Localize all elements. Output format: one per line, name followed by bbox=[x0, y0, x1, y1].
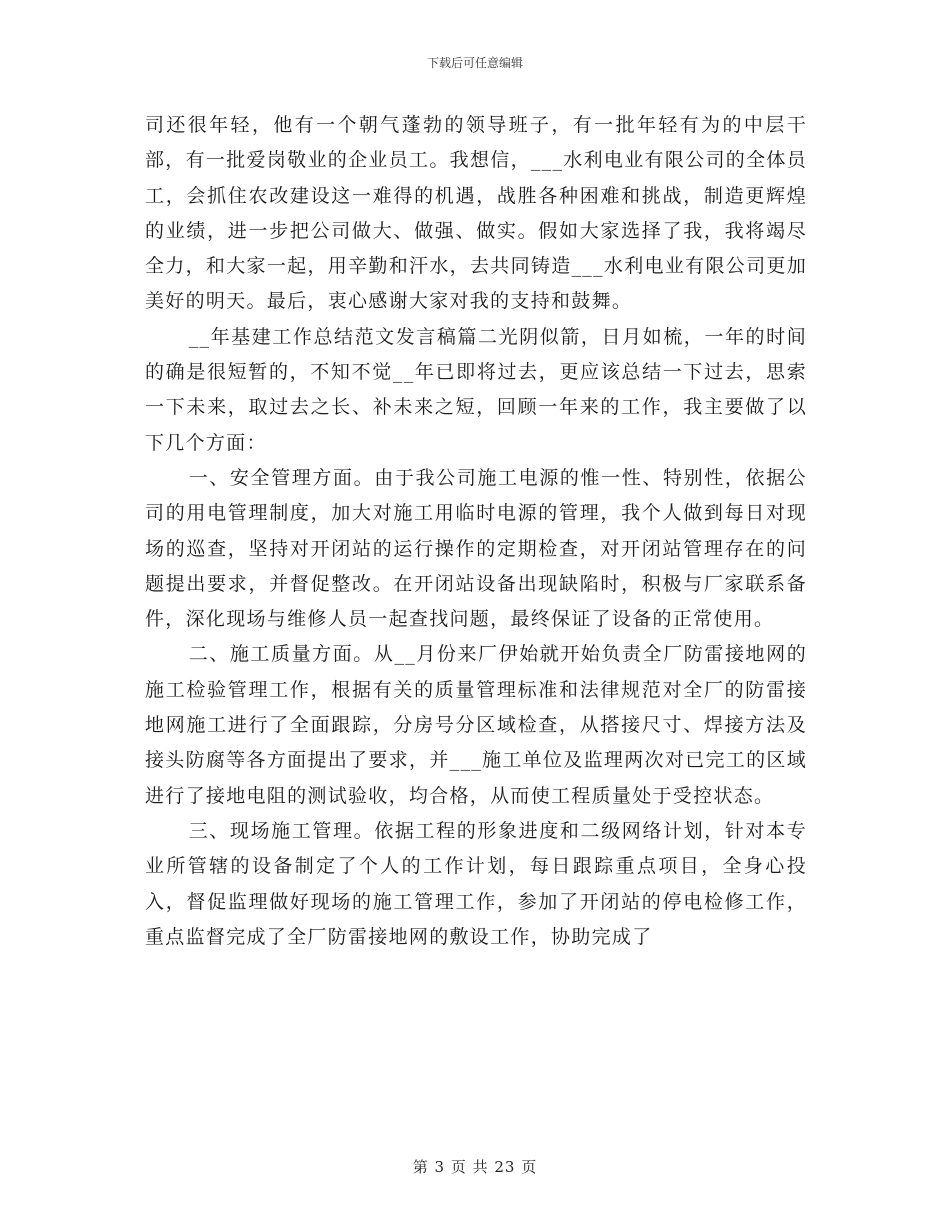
paragraph-intro: __年基建工作总结范文发言稿篇二光阴似箭，日月如梳，一年的时间的确是很短暂的，不知不觉__年已即将过去，更应该总结一下过去，思索一下未来，取过去之长、补未来之短，回顾一年来的工作，我主要做了以下几个方面： bbox=[145, 325, 807, 454]
paragraph-continuation: 司还很年轻，他有一个朝气蓬勃的领导班子，有一批年轻有为的中层干部，有一批爱岗敬业的企业员工。我想信，___水利电业有限公司的全体员工，会抓住农改建设这一难得的机遇，战胜各种困难和挑战，制造更辉煌的业绩，进一步把公司做大、做强、做实。假如大家选择了我，我将竭尽全力，和大家一起，用辛勤和汗水，去共同铸造___水利电业有限公司更加美好的明天。最后，衷心感谢大家对我的支持和鼓舞。 bbox=[145, 114, 807, 313]
page-number: 第 3 页 共 23 页 bbox=[412, 1158, 538, 1176]
paragraph-site-management: 三、现场施工管理。依据工程的形象进度和二级网络计划，针对本专业所管辖的设备制定了个人的工作计划，每日跟踪重点项目，全身心投入，督促监理做好现场的施工管理工作，参加了开闭站的停电检修工作，重点监督完成了全厂防雷接地网的敷设工作，协助完成了 bbox=[145, 819, 807, 948]
document-body bbox=[145, 108, 807, 955]
paragraph-construction-quality: 二、施工质量方面。从__月份来厂伊始就开始负责全厂防雷接地网的施工检验管理工作，根据有关的质量管理标准和法律规范对全厂的防雷接地网施工进行了全面跟踪，分房号分区域检查，从搭接尺寸、焊接方法及接头防腐等各方面提出了要求，并___施工单位及监理两次对已完工的区域进行了接地电阻的测试验收，均合格，从而使工程质量处于受控状态。 bbox=[145, 643, 807, 807]
paragraph-safety-management: 一、安全管理方面。由于我公司施工电源的惟一性、特别性，依据公司的用电管理制度，加大对施工用临时电源的管理，我个人做到每日对现场的巡查，坚持对开闭站的运行操作的定期检查，对开闭站管理存在的问题提出要求，并督促整改。在开闭站设备出现缺陷时，积极与厂家联系备件，深化现场与维修人员一起查找问题，最终保证了设备的正常使用。 bbox=[145, 466, 807, 631]
page-header-note: 下载后可任意编辑 bbox=[426, 56, 523, 70]
